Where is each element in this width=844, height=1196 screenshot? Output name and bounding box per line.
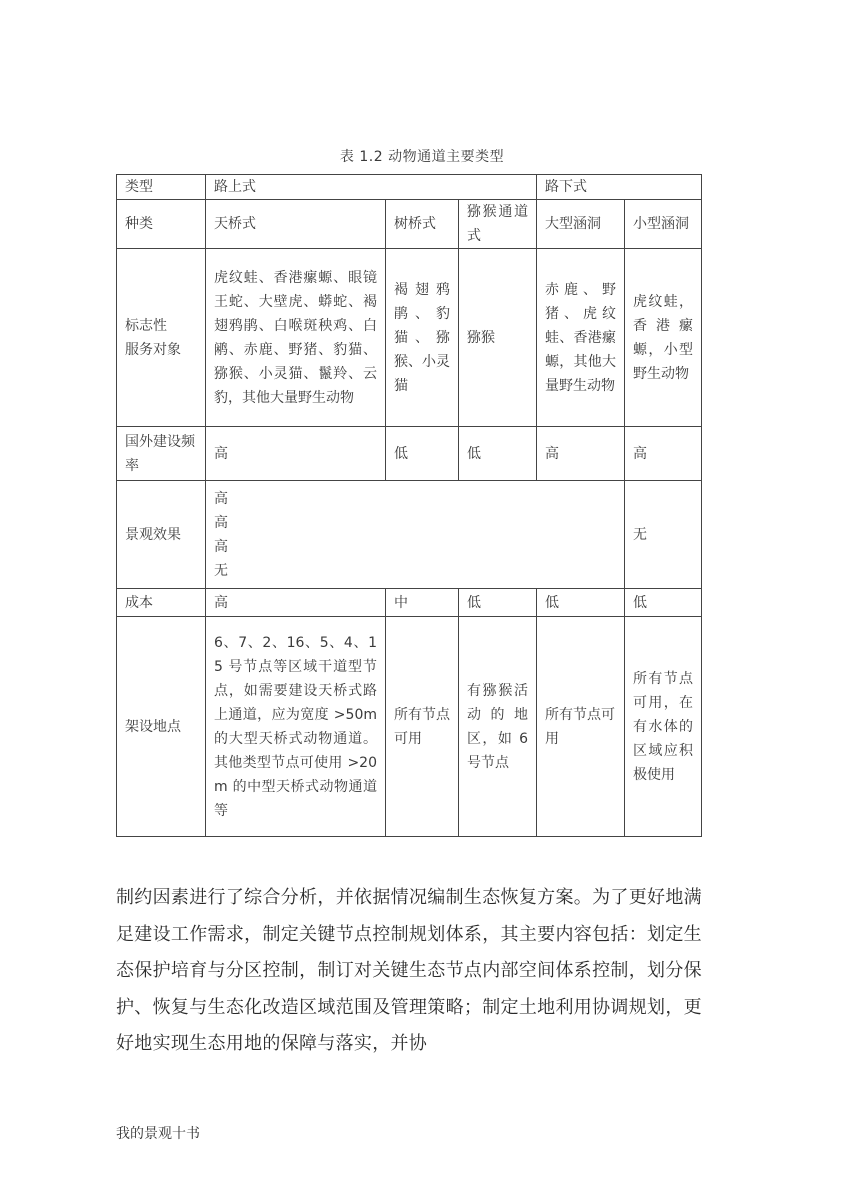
targets-bridge-cell: 虎纹蛙、香港瘰螈、眼镜王蛇、大壁虎、蟒蛇、褐翅鸦鹃、白喉斑秧鸡、白鹇、赤鹿、野猪、豹猫、猕猴、小灵猫、鬣羚、云豹，其他大量野生动物 [206, 249, 386, 427]
cost-bridge-cell: 高 [206, 589, 386, 617]
table-row [117, 175, 702, 200]
cost-small-culvert-cell: 低 [625, 589, 702, 617]
table-caption: 表 1.2 动物通道主要类型 [339, 149, 505, 165]
animal-passage-table [116, 174, 702, 837]
targets-large-culvert-cell: 赤鹿、野猪、虎纹蛙、香港瘰螈，其他大量野生动物 [537, 249, 625, 427]
frequency-tree-cell: 低 [386, 427, 459, 481]
targets-small-culvert-cell: 虎纹蛙，香港瘰螈，小型野生动物 [625, 249, 702, 427]
targets-tree-cell: 褐翅鸦鹃、豹猫、猕猴、小灵猫 [386, 249, 459, 427]
table-row [117, 589, 702, 617]
tree-bridge-cell: 树桥式 [386, 200, 459, 249]
site-large-culvert-cell: 所有节点可用 [537, 617, 625, 837]
small-culvert-cell: 小型涵洞 [625, 200, 702, 249]
site-monkey-cell: 有猕猴活动的地区，如 6 号节点 [459, 617, 537, 837]
landscape-small-culvert-cell: 无 [625, 481, 702, 589]
table-row [117, 200, 702, 249]
landscape-values-cell: 高 高 高 无 [206, 481, 625, 589]
large-culvert-cell: 大型涵洞 [537, 200, 625, 249]
cost-monkey-cell: 低 [459, 589, 537, 617]
targets-monkey-cell: 猕猴 [459, 249, 537, 427]
body-paragraph: 制约因素进行了综合分析，并依据情况编制生态恢复方案。为了更好地满足建设工作需求，制定关键节点控制规划体系，其主要内容包括：划定生态保护培育与分区控制，制订对关键生态节点内部空间体系控制，划分保护、恢复与生态化改造区域范围及管理策略；制定土地利用协调规划，更好地实现生态用地的保障与落实，并协 [116, 887, 702, 1054]
cost-tree-cell: 中 [386, 589, 459, 617]
site-bridge-cell: 6、7、2、16、5、4、15 号节点等区域干道型节点，如需要建设天桥式路上通道，应为宽度 >50m 的大型天桥式动物通道。其他类型节点可使用 >20m 的中型天桥式动物通道等 [206, 617, 386, 837]
table-row [117, 249, 702, 427]
header-below-cell: 路下式 [537, 175, 702, 200]
frequency-label-cell: 国外建设频率 [117, 427, 206, 481]
frequency-monkey-cell: 低 [459, 427, 537, 481]
table-row [117, 481, 702, 589]
bridge-type-cell: 天桥式 [206, 200, 386, 249]
site-label-cell: 架设地点 [117, 617, 206, 837]
species-label-cell: 种类 [117, 200, 206, 249]
table-row [117, 427, 702, 481]
cost-label-cell: 成本 [117, 589, 206, 617]
cost-large-culvert-cell: 低 [537, 589, 625, 617]
header-above-cell: 路上式 [206, 175, 537, 200]
table-row [117, 617, 702, 837]
frequency-large-culvert-cell: 高 [537, 427, 625, 481]
page-footer: 我的景观十书 [116, 1126, 200, 1142]
site-tree-cell: 所有节点可用 [386, 617, 459, 837]
monkey-passage-cell: 猕猴通道式 [459, 200, 537, 249]
landscape-label-cell: 景观效果 [117, 481, 206, 589]
frequency-bridge-cell: 高 [206, 427, 386, 481]
targets-label-cell: 标志性 服务对象 [117, 249, 206, 427]
site-small-culvert-cell: 所有节点可用，在有水体的区域应积极使用 [625, 617, 702, 837]
header-type-cell: 类型 [117, 175, 206, 200]
frequency-small-culvert-cell: 高 [625, 427, 702, 481]
